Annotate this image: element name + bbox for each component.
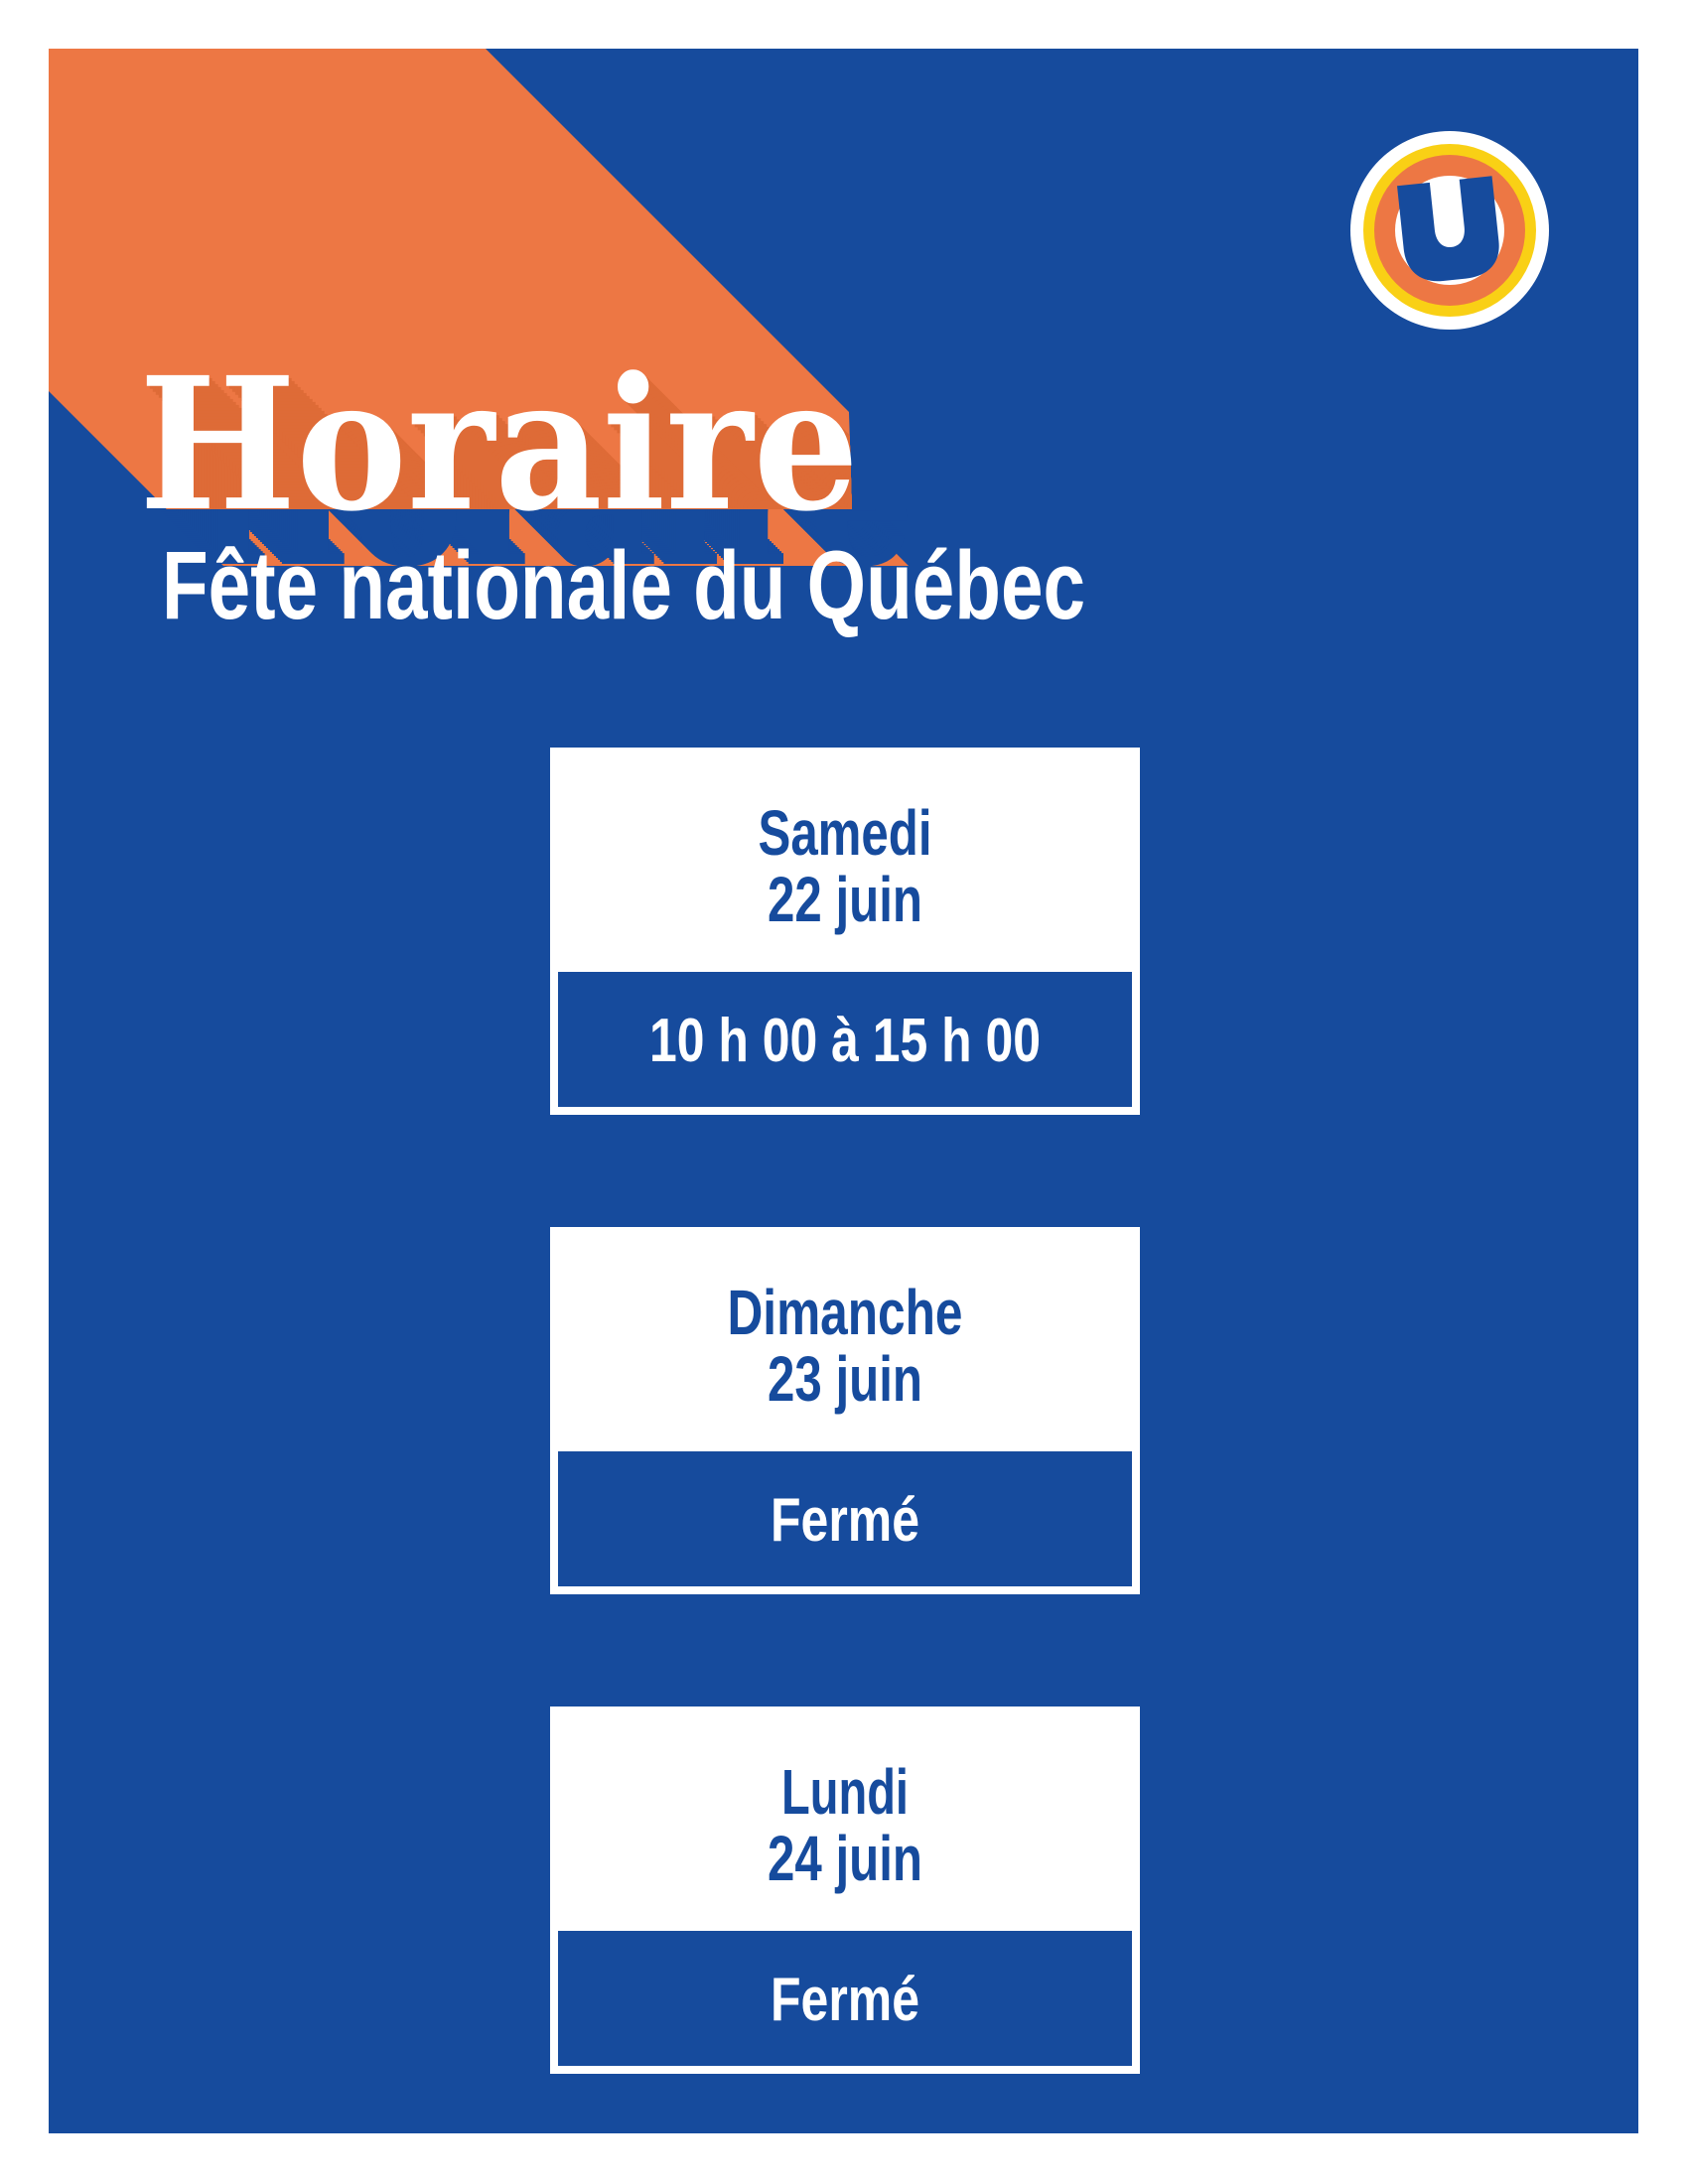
card-day-label: Samedi [758,797,932,869]
schedule-card-samedi [550,748,1140,1115]
card-hours-label: Fermé [771,1486,919,1555]
card-day-label: Lundi [781,1756,909,1828]
card-date-label: 22 juin [768,864,922,935]
page-title [139,338,859,552]
schedule-card-dimanche [550,1227,1140,1594]
card-date-label: 24 juin [768,1823,922,1894]
card-date-label: 23 juin [768,1343,922,1415]
card-day-label: Dimanche [727,1277,963,1348]
card-hours-label: Fermé [771,1966,919,2034]
page-subtitle: Fête nationale du Québec [162,531,1085,639]
card-hours-label: 10 h 00 à 15 h 00 [649,1007,1041,1075]
schedule-card-lundi [550,1706,1140,2074]
brand-logo [1350,131,1549,330]
